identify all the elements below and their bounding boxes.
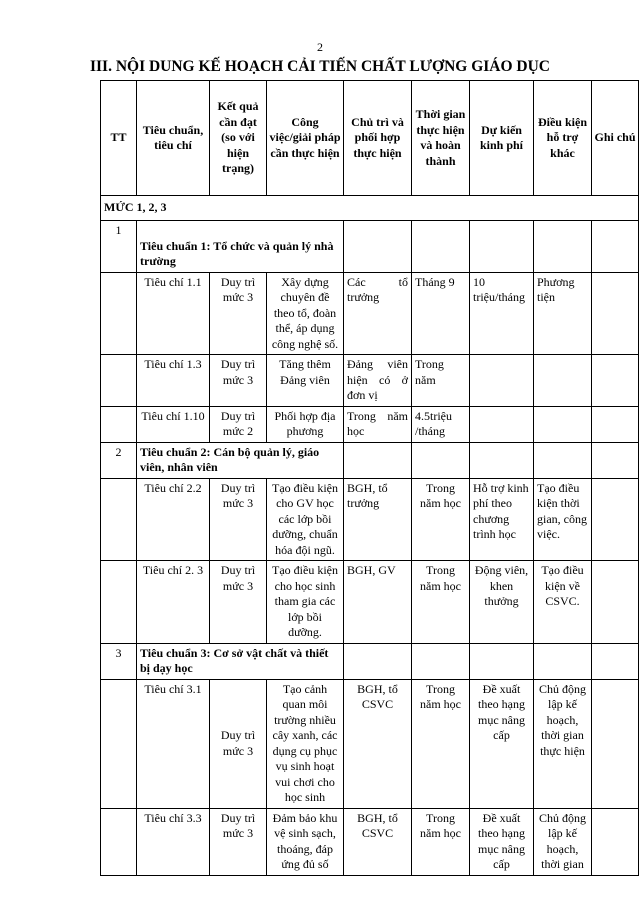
time: Trong năm học: [412, 679, 470, 808]
support: Tạo điều kiện thời gian, công việc.: [534, 478, 592, 561]
time: Trong năm học: [412, 808, 470, 875]
budget: Động viên, khen thưởng: [470, 561, 534, 644]
header-budget: Dự kiến kinh phí: [470, 81, 534, 196]
lead: BGH, GV: [344, 561, 412, 644]
standard-number: 1: [101, 220, 137, 272]
lead: BGH, tổ CSVC: [344, 679, 412, 808]
lead: BGH, tổ trưởng: [344, 478, 412, 561]
standard-row: [101, 442, 639, 478]
criterion: Tiêu chí 1.1: [137, 272, 210, 355]
tasks: Tạo cảnh quan môi trường nhiều cây xanh, các dụng cụ phục vụ sinh hoạt vui chơi cho học sinh: [267, 679, 344, 808]
table-row: [101, 272, 639, 355]
tasks: Tạo điều kiện cho GV học các lớp bồi dưỡng, chuẩn hóa đội ngũ.: [267, 478, 344, 561]
result: Duy trì mức 3: [210, 808, 267, 875]
header-result: Kết quả cần đạt (so với hiện trạng): [210, 81, 267, 196]
result: Duy trì mức 2: [210, 406, 267, 442]
criterion: Tiêu chí 1.3: [137, 355, 210, 407]
support: [534, 355, 592, 407]
result: Duy trì mức 3: [210, 561, 267, 644]
criterion: Tiêu chí 2. 3: [137, 561, 210, 644]
lead: Các tổ trưởng: [344, 272, 412, 355]
level-label: MỨC 1, 2, 3: [101, 196, 639, 221]
tasks: Xây dựng chuyên đề theo tổ, đoàn thể, áp dụng công nghệ số.: [267, 272, 344, 355]
standard-title: Tiêu chuẩn 1: Tổ chức và quản lý nhà trường: [137, 220, 344, 272]
level-row: [101, 196, 639, 221]
support: [534, 406, 592, 442]
table-header-row: [101, 81, 639, 196]
table-row: [101, 808, 639, 875]
criterion: Tiêu chí 3.1: [137, 679, 210, 808]
time: 4.5triệu /tháng: [412, 406, 470, 442]
lead: Đảng viên hiện có ở đơn vị: [344, 355, 412, 407]
standard-row: [101, 643, 639, 679]
header-tasks: Công việc/giải pháp cần thực hiện: [267, 81, 344, 196]
result: Duy trì mức 3: [210, 478, 267, 561]
standard-number: 3: [101, 643, 137, 679]
tasks: Đảm bảo khu vệ sinh sạch, thoáng, đáp ứng đủ số: [267, 808, 344, 875]
section-title: III. NỘI DUNG KẾ HOẠCH CẢI TIẾN CHẤT LƯỢNG GIÁO DỤC: [89, 58, 551, 75]
support: Chủ động lập kế hoạch, thời gian thực hiện: [534, 679, 592, 808]
table-row: [101, 355, 639, 407]
tasks: Tạo điều kiện cho học sinh tham gia các lớp bồi dưỡng.: [267, 561, 344, 644]
time: Tháng 9: [412, 272, 470, 355]
criterion: Tiêu chí 3.3: [137, 808, 210, 875]
page-number: 2: [317, 40, 323, 54]
result: Duy trì mức 3: [210, 355, 267, 407]
header-support: Điều kiện hỗ trợ khác: [534, 81, 592, 196]
table-row: [101, 679, 639, 808]
criterion: Tiêu chí 2.2: [137, 478, 210, 561]
header-lead: Chủ trì và phối hợp thực hiện: [344, 81, 412, 196]
standard-title: Tiêu chuẩn 2: Cán bộ quản lý, giáo viên, nhân viên: [137, 442, 344, 478]
result: Duy trì mức 3: [210, 679, 267, 808]
table-row: [101, 406, 639, 442]
result: Duy trì mức 3: [210, 272, 267, 355]
lead: BGH, tổ CSVC: [344, 808, 412, 875]
time: Trong năm học: [412, 478, 470, 561]
support: Chủ động lập kế hoạch, thời gian: [534, 808, 592, 875]
support: Tạo điều kiện về CSVC.: [534, 561, 592, 644]
improvement-plan-table: [100, 80, 639, 876]
header-tt: TT: [101, 81, 137, 196]
criterion: Tiêu chí 1.10: [137, 406, 210, 442]
header-criteria: Tiêu chuẩn, tiêu chí: [137, 81, 210, 196]
tasks: Tăng thêm Đảng viên: [267, 355, 344, 407]
time: Trong năm: [412, 355, 470, 407]
support: Phương tiện: [534, 272, 592, 355]
time: Trong năm học: [412, 561, 470, 644]
budget: Đề xuất theo hạng mục nâng cấp: [470, 679, 534, 808]
table-row: [101, 478, 639, 561]
budget: Đề xuất theo hạng mục nâng cấp: [470, 808, 534, 875]
standard-title: Tiêu chuẩn 3: Cơ sở vật chất và thiết bị dạy học: [137, 643, 344, 679]
budget: [470, 355, 534, 407]
header-time: Thời gian thực hiện và hoàn thành: [412, 81, 470, 196]
budget: 10 triệu/tháng: [470, 272, 534, 355]
standard-number: 2: [101, 442, 137, 478]
header-note: Ghi chú: [592, 81, 639, 196]
table-row: [101, 561, 639, 644]
budget: [470, 406, 534, 442]
tasks: Phối hợp địa phương: [267, 406, 344, 442]
budget: Hỗ trợ kinh phí theo chương trình học: [470, 478, 534, 561]
lead: Trong năm học: [344, 406, 412, 442]
standard-row: [101, 220, 639, 272]
